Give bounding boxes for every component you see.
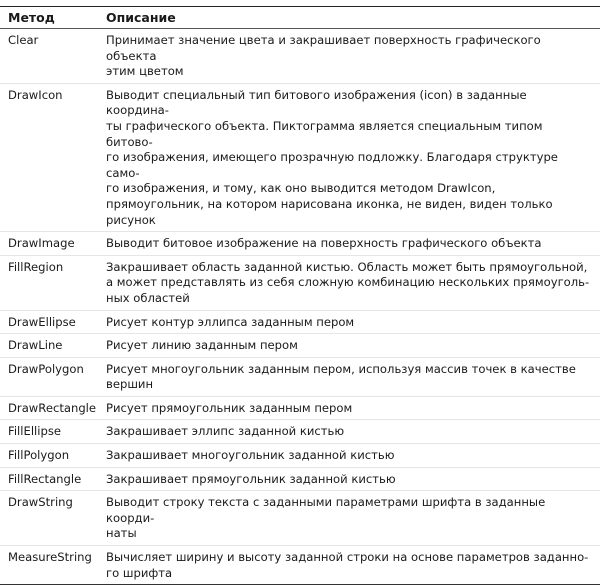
methods-table bbox=[0, 6, 600, 585]
description-line: Рисует многоугольник заданным пером, используя массив точек в качестве bbox=[106, 361, 576, 376]
table-body bbox=[0, 29, 600, 585]
method-description bbox=[106, 495, 600, 542]
method-name: DrawIcon bbox=[8, 87, 63, 102]
description-line: го шрифта bbox=[106, 565, 173, 580]
table-row bbox=[0, 546, 600, 585]
method-name: FillRegion bbox=[8, 259, 64, 274]
description-line: Закрашивает область заданной кистью. Область может быть прямоугольной, bbox=[106, 259, 588, 274]
method-description bbox=[106, 550, 600, 581]
method-name: DrawLine bbox=[8, 338, 63, 353]
description-line: Выводит битовое изображение на поверхность графического объекта bbox=[106, 236, 542, 251]
description-line: рисунок bbox=[106, 212, 156, 227]
method-description bbox=[106, 260, 600, 307]
method-description bbox=[106, 424, 600, 440]
description-line: этим цветом bbox=[106, 64, 184, 79]
method-description bbox=[106, 88, 600, 228]
table-row bbox=[0, 256, 600, 311]
table-row bbox=[0, 444, 600, 468]
table-row bbox=[0, 420, 600, 444]
description-line: Выводит строку текста с заданными параметрами шрифта в заданные коорди- bbox=[106, 495, 546, 525]
method-name: DrawImage bbox=[8, 236, 75, 251]
description-line: а может представлять из себя сложную комбинацию нескольких прямоуголь- bbox=[106, 275, 590, 290]
method-name: DrawPolygon bbox=[8, 361, 84, 376]
description-line: Закрашивает прямоугольник заданной кистью bbox=[106, 471, 396, 486]
table-row bbox=[0, 491, 600, 546]
description-line: ты графического объекта. Пиктограмма является специальным типом битово- bbox=[106, 118, 543, 149]
description-line: Закрашивает многоугольник заданной кистью bbox=[106, 448, 395, 463]
method-name: Clear bbox=[8, 33, 39, 47]
description-line: прямоугольник, на котором нарисована иконка, не виден, виден только bbox=[106, 196, 553, 211]
description-line: ных областей bbox=[106, 290, 190, 305]
description-line: го изображения, имеющего прозрачную подложку. Благодаря структуре само- bbox=[106, 150, 558, 180]
method-description bbox=[106, 472, 600, 488]
table-row bbox=[0, 311, 600, 335]
table-row bbox=[0, 358, 600, 397]
method-description bbox=[106, 338, 600, 354]
header-method: Метод bbox=[8, 10, 55, 25]
description-line: Рисует линию заданным пером bbox=[106, 338, 298, 353]
method-name: DrawEllipse bbox=[8, 314, 76, 329]
description-line: го изображения, и тому, как оно выводится методом DrawIcon, bbox=[106, 181, 496, 196]
table-row bbox=[0, 334, 600, 358]
method-name: DrawString bbox=[8, 495, 73, 510]
table-row bbox=[0, 397, 600, 421]
method-name: MeasureString bbox=[8, 550, 92, 565]
method-name: FillPolygon bbox=[8, 448, 70, 463]
description-line: вершин bbox=[106, 377, 154, 392]
method-description bbox=[106, 448, 600, 464]
method-description bbox=[106, 362, 600, 393]
method-description bbox=[106, 315, 600, 331]
table-row bbox=[0, 232, 600, 256]
description-line: Вычисляет ширину и высоту заданной строки на основе параметров заданно- bbox=[106, 550, 589, 565]
table-row bbox=[0, 468, 600, 492]
table-row bbox=[0, 84, 600, 232]
description-line: Закрашивает эллипс заданной кистью bbox=[106, 424, 345, 439]
method-name: FillEllipse bbox=[8, 424, 62, 439]
method-name: DrawRectangle bbox=[8, 400, 97, 415]
method-description bbox=[106, 401, 600, 417]
description-line: Выводит специальный тип битового изображения (icon) в заданные координа- bbox=[106, 87, 527, 118]
method-description bbox=[106, 33, 600, 80]
description-line: наты bbox=[106, 526, 137, 541]
method-name: FillRectangle bbox=[8, 471, 82, 486]
description-line: Рисует прямоугольник заданным пером bbox=[106, 400, 353, 415]
header-description: Описание bbox=[106, 10, 176, 25]
table-row bbox=[0, 29, 600, 84]
description-line: Рисует контур эллипса заданным пером bbox=[106, 314, 355, 329]
method-description bbox=[106, 236, 600, 252]
table-header bbox=[0, 6, 600, 29]
description-line: Принимает значение цвета и закрашивает поверхность графического объекта bbox=[106, 33, 541, 63]
